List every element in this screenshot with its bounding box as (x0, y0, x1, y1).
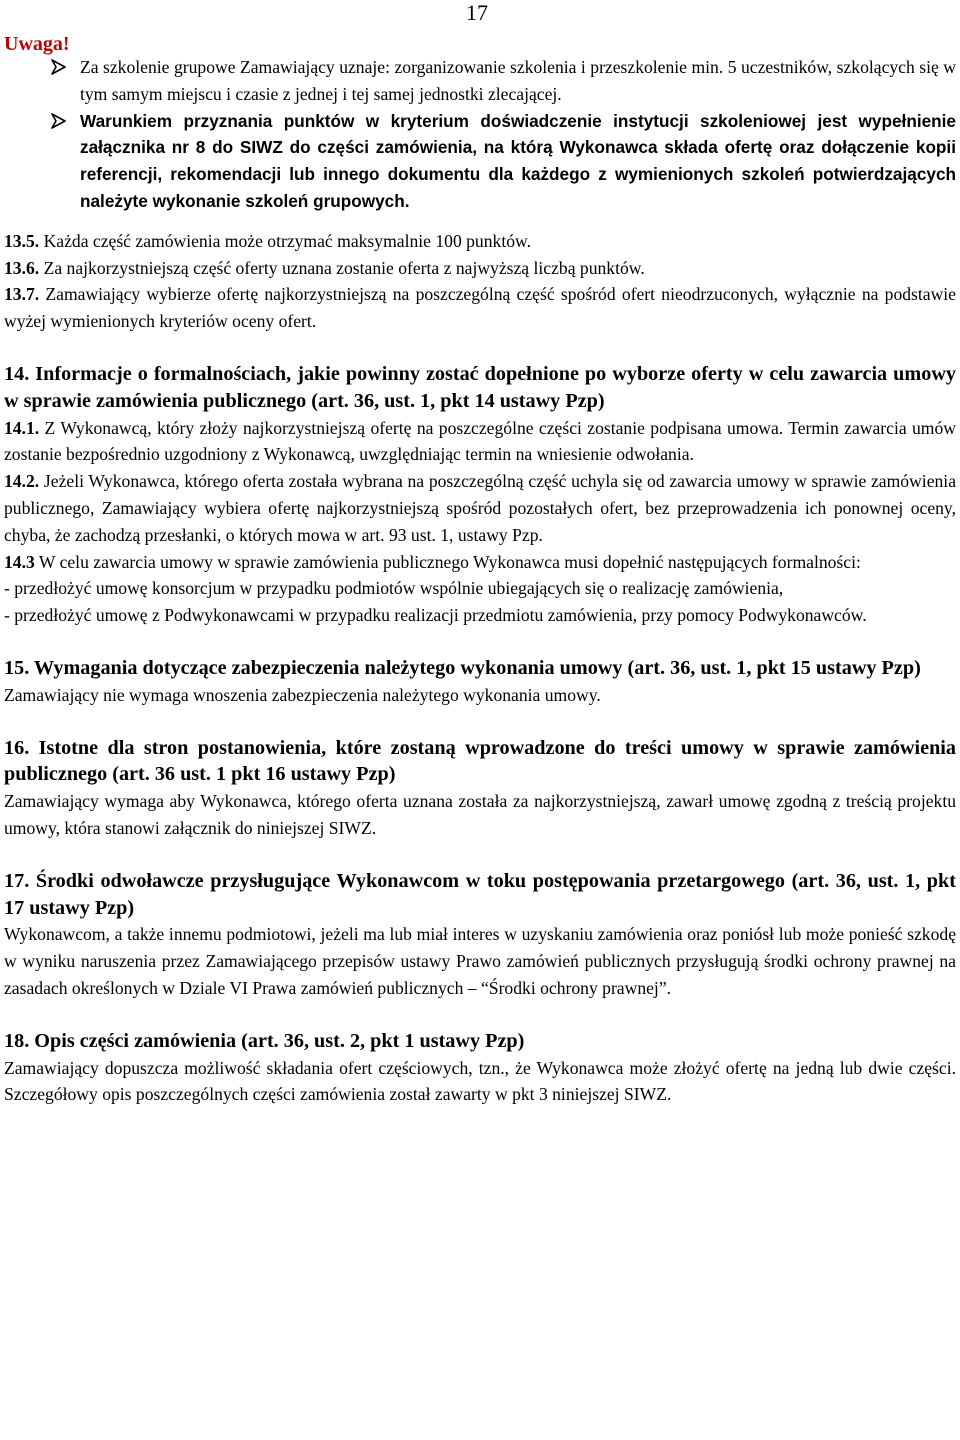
paragraph-18: Zamawiający dopuszcza możliwość składania ofert częściowych, tzn., że Wykonawca może złożyć ofertę na jedną lub dwie części. Szczegółowy opis poszczególnych części zamówienia został zawarty w pkt 3 niniejszej SIWZ. (4, 1057, 956, 1105)
bullet-text: Warunkiem przyznania punktów w kryterium doświadczenie instytucji szkoleniowej jest wypełnienie załącznika nr 8 do SIWZ do części zamówienia, na którą Wykonawca składa ofertę oraz dołączenie kopii referencji, rekomendacji lub innego dokumentu dla każdego z wymienionych szkoleń potwierdzających należyte wykonanie szkoleń grupowych. (80, 110, 956, 211)
section-number: 13.7. (4, 284, 40, 305)
paragraph-text: W celu zawarcia umowy w sprawie zamówienia publicznego Wykonawca musi dopełnić następujących formalności: (34, 551, 861, 572)
section-number: 13.6. (4, 257, 40, 278)
section-heading-15: 15. Wymagania dotyczące zabezpieczenia należytego wykonania umowy (art. 36, ust. 1, pkt 15 ustawy Pzp) (4, 656, 921, 679)
bullet-text: Za szkolenie grupowe Zamawiający uznaje: zorganizowanie szkolenia i przeszkolenie min. 5 uczestników, szkolących się w tym samym miejscu i czasie z jednej i tej samej jednostki zlecającej. (80, 57, 956, 104)
paragraph-text: Zamawiający wybierze ofertę najkorzystniejszą na poszczególną część spośród ofert nieodrzuconych, wyłącznie na podstawie wyżej wymienionych kryteriów oceny ofert. (4, 284, 956, 332)
paragraph-text: Każda część zamówienia może otrzymać maksymalnie 100 punktów. (39, 230, 531, 251)
section-heading-17: 17. Środki odwoławcze przysługujące Wykonawcom w toku postępowania przetargowego (art. 36, ust. 1, pkt 17 ustawy Pzp) (4, 869, 956, 919)
paragraph-15: Zamawiający nie wymaga wnoszenia zabezpieczenia należytego wykonania umowy. (4, 684, 601, 705)
paragraph-17: Wykonawcom, a także innemu podmiotowi, jeżeli ma lub miał interes w uzyskaniu zamówienia oraz poniósł lub może ponieść szkodę w wyniku naruszenia przez Zamawiającego przepisów ustawy Prawo zamówień publicznych przysługują środki ochrony prawnej na zasadach określonych w Dziale VI Prawa zamówień publicznych – “Środki ochrony prawnej”. (4, 924, 956, 998)
section-heading-18: 18. Opis części zamówienia (art. 36, ust. 2, pkt 1 ustawy Pzp) (4, 1029, 525, 1052)
paragraph-13-6 (4, 255, 956, 282)
section-number: 14.2. (4, 471, 40, 492)
paragraph-13-7 (4, 281, 956, 335)
page-number: 17 (466, 0, 488, 25)
document-content (4, 34, 956, 1108)
bullet-experience-criterion (4, 108, 956, 215)
arrowhead-bullet-icon (48, 108, 68, 134)
list-item: - przedłożyć umowę z Podwykonawcami w przypadku realizacji przedmiotu zamówienia, przy pomocy Podwykonawców. (4, 605, 867, 626)
section-heading-16: 16. Istotne dla stron postanowienia, które zostaną wprowadzone do treści umowy w sprawie zamówienia publicznego (art. 36 ust. 1 pkt 16 ustawy Pzp) (4, 736, 956, 786)
section-heading-14: 14. Informacje o formalnościach, jakie powinny zostać dopełnione po wyborze oferty w celu zawarcia umowy w sprawie zamówienia publicznego (art. 36, ust. 1, pkt 14 ustawy Pzp) (4, 362, 956, 412)
section-number: 14.1. (4, 417, 40, 438)
section-number: 14.3 (4, 551, 35, 572)
paragraph-14-2 (4, 468, 956, 548)
paragraph-14-1 (4, 415, 956, 469)
paragraph-13-5 (4, 228, 956, 255)
paragraph-text: Z Wykonawcą, który złoży najkorzystniejszą ofertę na poszczególne części zostanie podpisana umowa. Termin zawarcia umów zostanie bezpośrednio uzgodniony z Wykonawcą, uwzględniając termin na wniesienie odwołania. (4, 417, 956, 465)
paragraph-14-3 (4, 549, 956, 576)
paragraph-16: Zamawiający wymaga aby Wykonawca, którego oferta uznana została za najkorzystniejszą, zawarł umowę zgodną z treścią projektu umowy, która stanowi załącznik do niniejszej SIWZ. (4, 791, 956, 838)
list-item: - przedłożyć umowę konsorcjum w przypadku podmiotów wspólnie ubiegających się o realizację zamówienia, (4, 578, 784, 599)
paragraph-text: Za najkorzystniejszą część oferty uznana zostanie oferta z najwyższą liczbą punktów. (39, 257, 645, 278)
paragraph-text: Jeżeli Wykonawca, którego oferta została wybrana na poszczególną część uchyla się od zawarcia umowy w sprawie zamówienia publicznego, Zamawiający wybiera ofertę najkorzystniejszą spośród pozostałych ofert, bez przeprowadzenia ich ponownej oceny, chyba, że zachodzą przesłanki, o których mowa w art. 93 ust. 1, ustawy Pzp. (4, 471, 956, 545)
arrowhead-bullet-icon (48, 54, 68, 80)
bullet-group-training (4, 54, 956, 108)
note-heading: Uwaga! (4, 33, 70, 55)
section-number: 13.5. (4, 230, 40, 251)
